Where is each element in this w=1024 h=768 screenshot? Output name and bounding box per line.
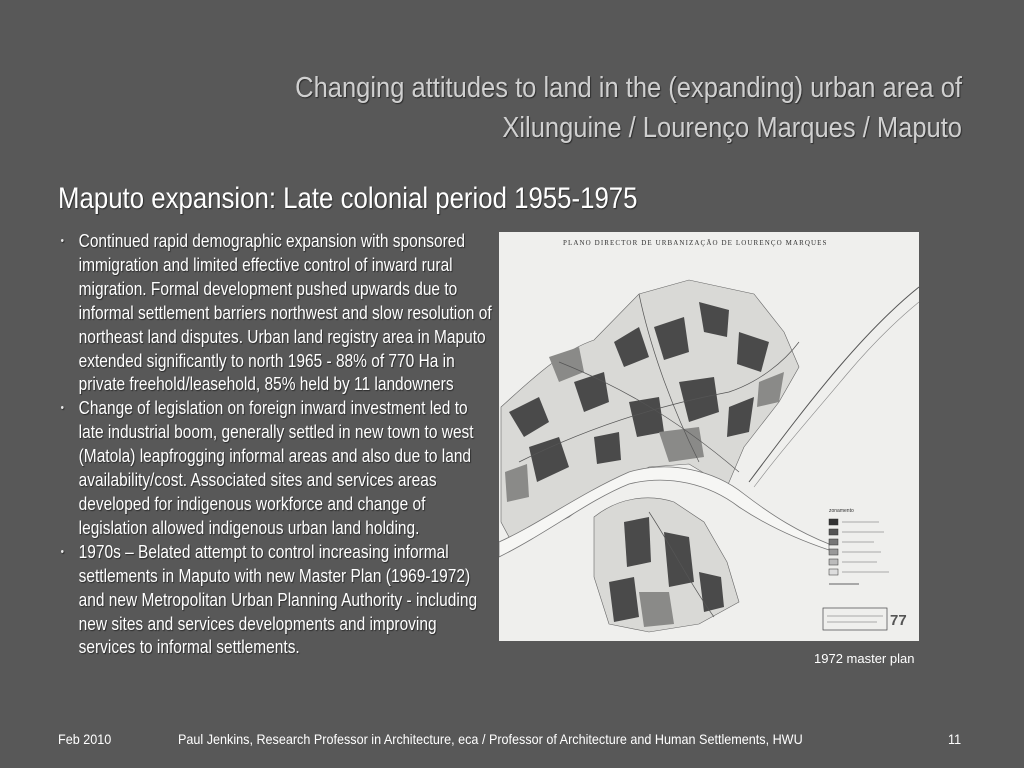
bullet-item — [58, 397, 492, 540]
legend-swatch — [829, 519, 838, 525]
master-plan-map-drawing — [499, 232, 919, 641]
zoning-block — [594, 432, 621, 464]
bullet-text: 1970s – Belated attempt to control increasing informal settlements in Maputo with new Master Plan (1969-1972) and new Metropolitan Urban Planning Authority - including new sites and services developments and improving services to informal settlements. — [78, 541, 478, 658]
footer-author: Paul Jenkins, Research Professor in Architecture, eca / Professor of Architecture and Human Settlements, HWU — [178, 731, 803, 747]
footer-date: Feb 2010 — [58, 731, 112, 747]
plate-number: 77 — [890, 612, 907, 629]
map-legend — [829, 508, 889, 584]
bullet-text: Change of legislation on foreign inward investment led to late industrial boom, generally settled in new town to west (Matola) leapfrogging informal areas and also due to land availability/cost. Associated sites and services areas developed for indigenous workforce and change of legislation allowed indigenous urban land holding. — [78, 398, 474, 538]
bullet-dot-icon: • — [60, 235, 64, 247]
slide-title-line-1: Changing attitudes to land in the (expanding) urban area of — [295, 72, 962, 104]
map-title: PLANO DIRECTOR DE URBANIZAÇÃO DE LOURENÇO MARQUES — [563, 239, 828, 247]
legend-title: zonamento — [829, 508, 854, 514]
bullet-item — [58, 541, 492, 661]
slide-title-line-2: Xilunguine / Lourenço Marques / Maputo — [502, 112, 962, 144]
bullet-dot-icon: • — [60, 402, 64, 415]
master-plan-map — [499, 232, 919, 641]
legend-swatch — [829, 569, 838, 575]
page-number: 11 — [948, 731, 962, 747]
section-subtitle: Maputo expansion: Late colonial period 1955-1975 — [58, 182, 638, 215]
bullet-dot-icon: • — [60, 545, 64, 558]
zoning-block — [609, 577, 639, 622]
legend-swatch — [829, 549, 838, 555]
bullet-list — [58, 230, 492, 660]
title-block — [823, 608, 887, 630]
legend-swatch — [829, 539, 838, 545]
legend-swatch — [829, 529, 838, 535]
legend-swatch — [829, 559, 838, 565]
figure-caption: 1972 master plan — [814, 651, 915, 666]
zoning-block — [624, 517, 651, 567]
bullet-text: Continued rapid demographic expansion with sponsored immigration and limited effective control of inward rural migration. Formal development pushed upwards due to informal settlement barriers northwest and slow resolution of northeast land disputes. Urban land registry area in Maputo extended significantly to north 1965 - 88% of 770 Ha in private freehold/leasehold, 85% held by 11 landowners — [78, 231, 492, 395]
slide-title — [170, 68, 962, 148]
bullet-item — [58, 230, 492, 397]
zoning-zone — [639, 592, 674, 627]
